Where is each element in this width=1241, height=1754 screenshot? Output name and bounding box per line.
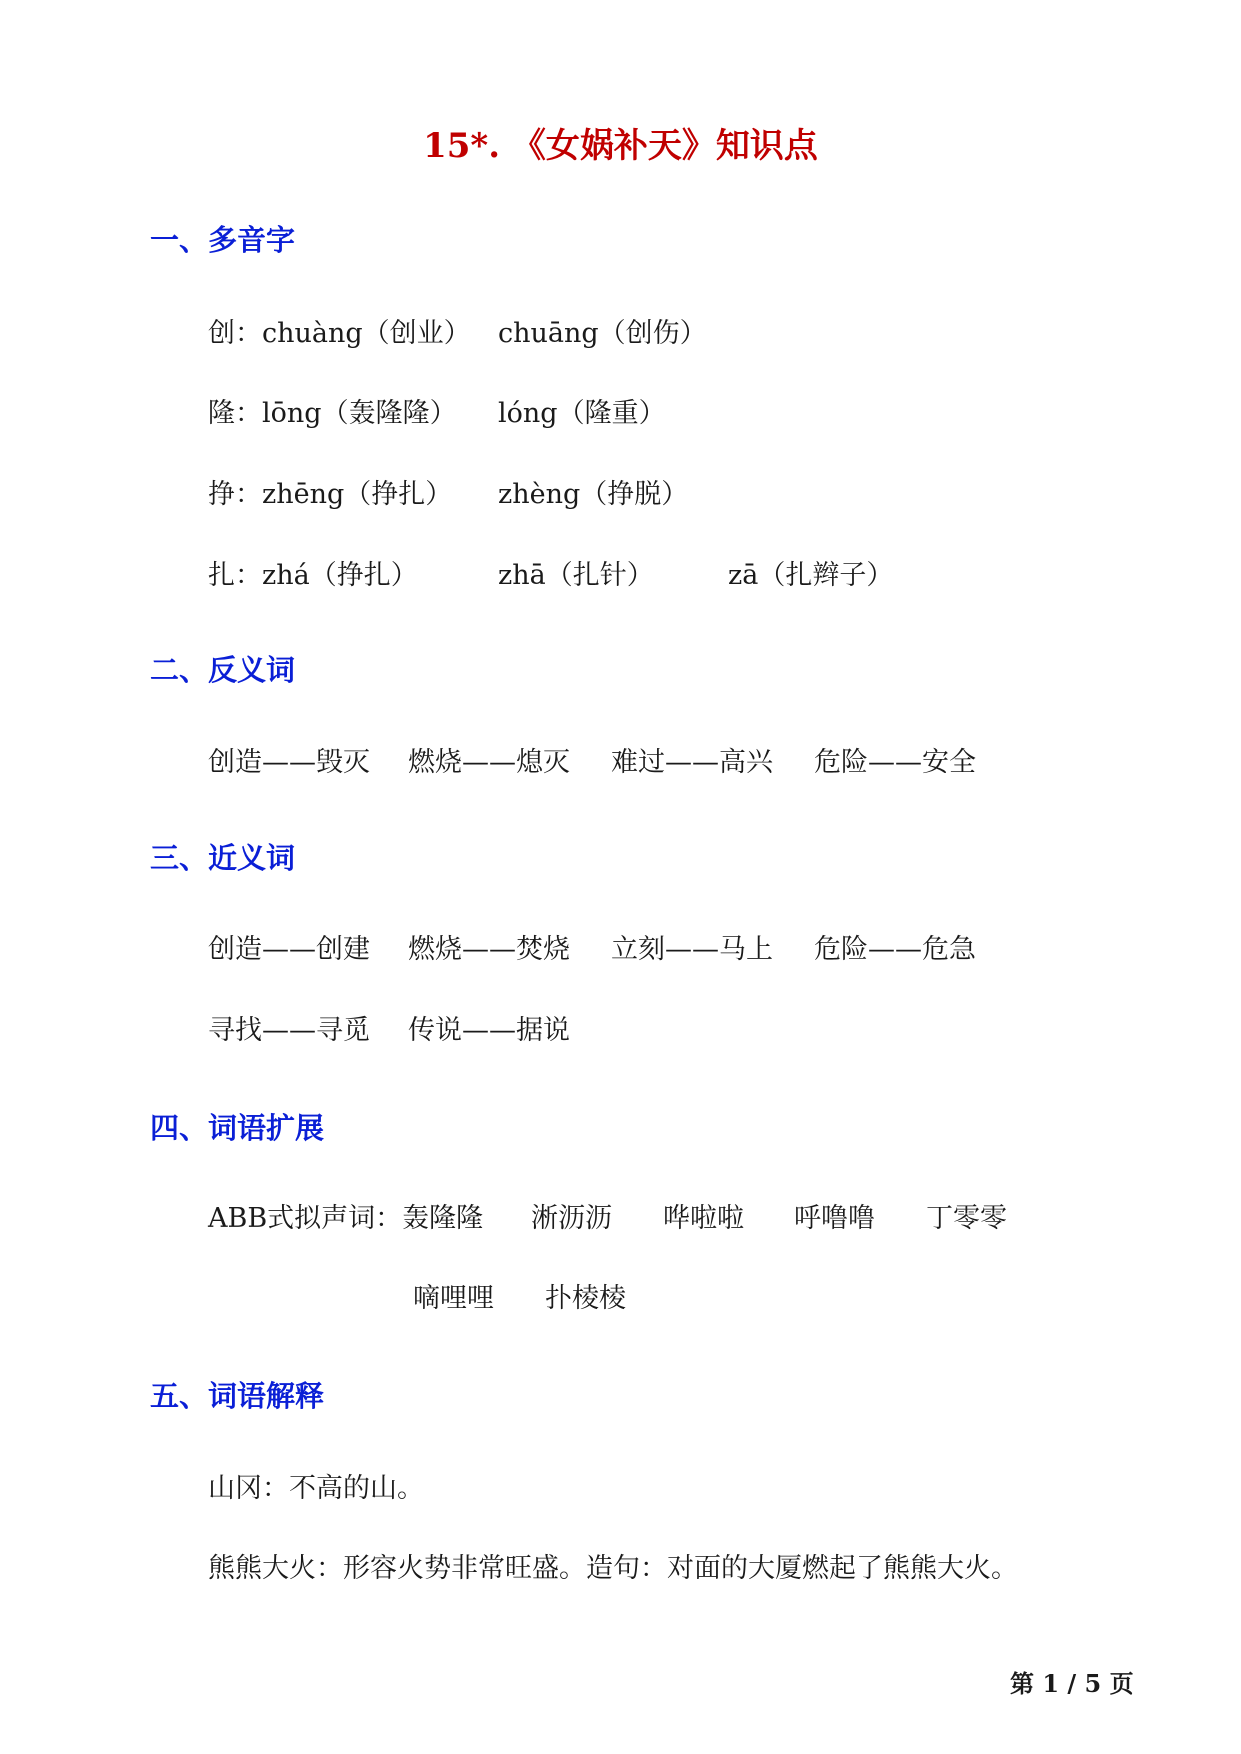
antonym-pair: 创造——毁灭 [208, 747, 370, 778]
polyphonic-entry: 隆：lōng（轰隆隆） [208, 398, 457, 429]
page-number-current: 1 [1042, 1669, 1060, 1698]
antonym-pair: 难过——高兴 [611, 747, 773, 778]
polyphonic-entry: zhèng（挣脱） [498, 479, 689, 510]
page-number [1010, 1668, 1134, 1700]
antonym-pair: 危险——安全 [814, 747, 976, 778]
polyphonic-entry: 扎：zhá（挣扎） [208, 560, 418, 591]
word-extension-entry: 哗啦啦 [663, 1203, 744, 1234]
page-number-total: 5 [1084, 1669, 1102, 1698]
polyphonic-entry: 挣：zhēng（挣扎） [208, 479, 453, 510]
synonym-pair: 传说——据说 [408, 1015, 570, 1046]
synonym-pair: 寻找——寻觅 [208, 1015, 370, 1046]
antonym-pair: 燃烧——熄灭 [408, 747, 570, 778]
explanation-text: 熊熊大火：形容火势非常旺盛。造句：对面的大厦燃起了熊熊大火。 [208, 1553, 1018, 1584]
page-number-separator: / [1067, 1669, 1077, 1698]
word-extension-entry: 丁零零 [926, 1203, 1007, 1234]
polyphonic-entry: zhā（扎针） [498, 560, 654, 591]
page-number-suffix: 页 [1109, 1669, 1134, 1698]
synonym-pair: 危险——危急 [814, 934, 976, 965]
synonym-pair: 燃烧——焚烧 [408, 934, 570, 965]
polyphonic-entry: 创：chuàng（创业） [208, 318, 471, 349]
word-extension-entry: 扑棱棱 [545, 1283, 626, 1314]
section-heading-polyphonic: 一、多音字 [150, 223, 296, 257]
section-heading-synonyms: 三、近义词 [150, 841, 296, 875]
section-heading-word-explanation: 五、词语解释 [150, 1379, 325, 1413]
document-title: 15*. 《女娲补天》知识点 [423, 126, 818, 166]
word-extension-entry: ABB式拟声词：轰隆隆 [208, 1203, 484, 1234]
section-heading-word-extension: 四、词语扩展 [150, 1111, 325, 1145]
synonym-pair: 创造——创建 [208, 934, 370, 965]
polyphonic-entry: lóng（隆重） [498, 398, 666, 429]
polyphonic-entry: zā（扎辫子） [728, 560, 894, 591]
word-extension-entry: 嘀哩哩 [413, 1283, 494, 1314]
section-heading-antonyms: 二、反义词 [150, 653, 296, 687]
polyphonic-entry: chuāng（创伤） [498, 318, 707, 349]
page-number-prefix: 第 [1010, 1669, 1034, 1698]
explanation-text: 山冈：不高的山。 [208, 1473, 424, 1504]
word-extension-entry: 呼噜噜 [794, 1203, 875, 1234]
word-extension-entry: 淅沥沥 [531, 1203, 612, 1234]
synonym-pair: 立刻——马上 [611, 934, 773, 965]
